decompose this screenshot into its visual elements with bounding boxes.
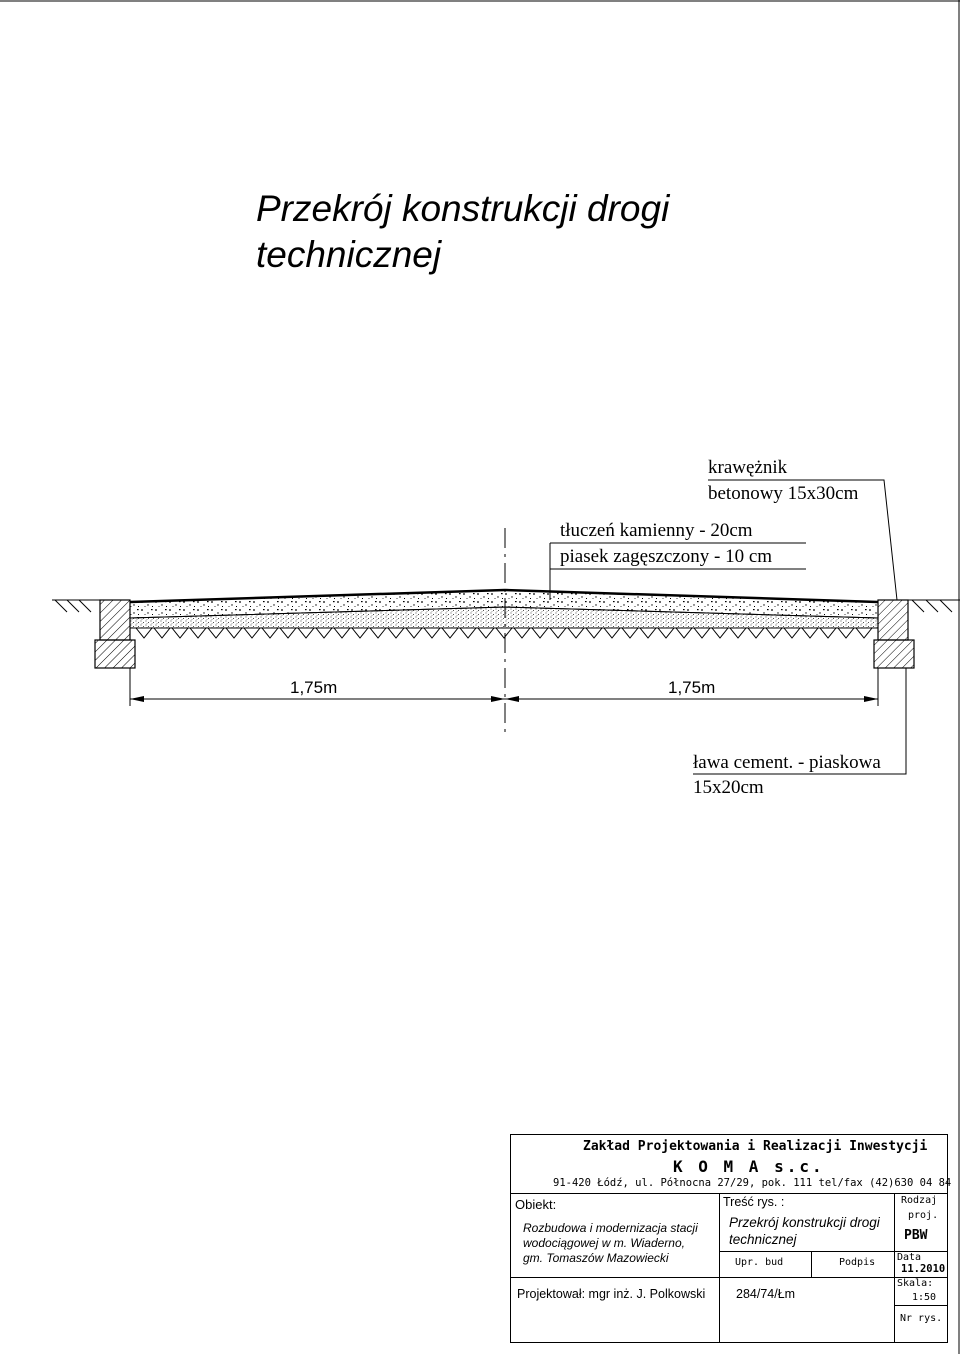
subgrade-tick bbox=[208, 628, 224, 638]
subgrade-tick bbox=[586, 628, 602, 638]
subgrade-tick bbox=[172, 628, 188, 638]
subgrade-tick bbox=[424, 628, 440, 638]
subgrade-tick bbox=[136, 628, 152, 638]
bench-label-line2: 15x20cm bbox=[693, 777, 764, 798]
subgrade-tick bbox=[856, 628, 872, 638]
upr-bud-label: Upr. bud bbox=[735, 1257, 784, 1268]
drawing-title-line2: technicznej bbox=[256, 234, 442, 275]
subgrade-tick bbox=[730, 628, 746, 638]
curb-label-line2: betonowy 15x30cm bbox=[708, 483, 859, 504]
subgrade-tick bbox=[640, 628, 656, 638]
subgrade-tick bbox=[676, 628, 692, 638]
curb-label-line1: krawężnik bbox=[708, 457, 788, 478]
subgrade-tick bbox=[244, 628, 260, 638]
subgrade-tick bbox=[532, 628, 548, 638]
subgrade-tick bbox=[514, 628, 530, 638]
data-label: Data bbox=[897, 1252, 922, 1263]
ground-hatch-left bbox=[55, 600, 91, 612]
subgrade-tick bbox=[802, 628, 818, 638]
subgrade-tick bbox=[784, 628, 800, 638]
subgrade-tick bbox=[370, 628, 386, 638]
bench-left bbox=[95, 640, 135, 668]
layer2-label: piasek zagęszczony - 10 cm bbox=[560, 546, 773, 567]
subgrade-tick bbox=[694, 628, 710, 638]
subgrade-tick bbox=[298, 628, 314, 638]
company-address: 91-420 Łódź, ul. Północna 27/29, pok. 111 tel/fax (42)630 04 84 bbox=[553, 1177, 952, 1189]
bench-right bbox=[874, 640, 914, 668]
subgrade-tick bbox=[316, 628, 332, 638]
designer-label: Projektował: mgr inż. J. Polkowski bbox=[517, 1287, 706, 1301]
subgrade-tick bbox=[154, 628, 170, 638]
rodzaj-value: PBW bbox=[904, 1228, 928, 1243]
subgrade-tick bbox=[550, 628, 566, 638]
subgrade-tick bbox=[388, 628, 404, 638]
subgrade-tick bbox=[352, 628, 368, 638]
subgrade-tick bbox=[712, 628, 728, 638]
dimension-left-label: 1,75m bbox=[290, 678, 338, 697]
company-label: Zakład Projektowania i Realizacji Inwestycji bbox=[583, 1139, 928, 1154]
rodzaj-label-2: proj. bbox=[908, 1210, 939, 1221]
subgrade-tick bbox=[820, 628, 836, 638]
subgrade-tick bbox=[838, 628, 854, 638]
subgrade-tick bbox=[280, 628, 296, 638]
skala-value: 1:50 bbox=[912, 1292, 937, 1303]
subgrade-tick bbox=[622, 628, 638, 638]
subgrade-tick bbox=[658, 628, 674, 638]
content-line2: technicznej bbox=[729, 1232, 797, 1247]
subgrade-tick bbox=[226, 628, 242, 638]
object-label: Obiekt: bbox=[515, 1197, 557, 1212]
subgrade-tick bbox=[604, 628, 620, 638]
object-line3: gm. Tomaszów Mazowiecki bbox=[523, 1251, 669, 1265]
bench-label-line1: ława cement. - piaskowa bbox=[693, 752, 881, 773]
subgrade-tick bbox=[496, 628, 512, 638]
ground-hatch-right bbox=[912, 600, 952, 612]
subgrade-tick bbox=[748, 628, 764, 638]
object-line2: wodociągowej w m. Wiaderno, bbox=[523, 1236, 685, 1250]
skala-label: Skala: bbox=[897, 1278, 934, 1289]
subgrade-tick bbox=[460, 628, 476, 638]
subgrade-tick bbox=[568, 628, 584, 638]
subgrade-tick bbox=[766, 628, 782, 638]
company-name: K O M A s.c. bbox=[673, 1157, 825, 1176]
content-line1: Przekrój konstrukcji drogi bbox=[729, 1215, 880, 1230]
subgrade-tick bbox=[334, 628, 350, 638]
drawing-title-line1: Przekrój konstrukcji drogi bbox=[256, 188, 670, 229]
podpis-label: Podpis bbox=[839, 1257, 876, 1268]
subgrade-tick bbox=[442, 628, 458, 638]
nr-rys-label: Nr rys. bbox=[900, 1313, 943, 1324]
subgrade-tick bbox=[190, 628, 206, 638]
layer1-label: tłuczeń kamienny - 20cm bbox=[560, 520, 753, 541]
dimension-right-label: 1,75m bbox=[668, 678, 716, 697]
upr-bud-value: 284/74/Łm bbox=[736, 1287, 796, 1301]
content-label: Treść rys. : bbox=[723, 1195, 785, 1209]
curb-right bbox=[878, 600, 908, 640]
subgrade-tick bbox=[478, 628, 494, 638]
subgrade-tick bbox=[262, 628, 278, 638]
curb-left bbox=[100, 600, 130, 640]
data-value: 11.2010 bbox=[901, 1263, 946, 1275]
rodzaj-label: Rodzaj bbox=[901, 1195, 938, 1206]
title-block bbox=[510, 1134, 952, 1343]
object-line1: Rozbudowa i modernizacja stacji bbox=[523, 1221, 698, 1235]
subgrade-tick bbox=[406, 628, 422, 638]
